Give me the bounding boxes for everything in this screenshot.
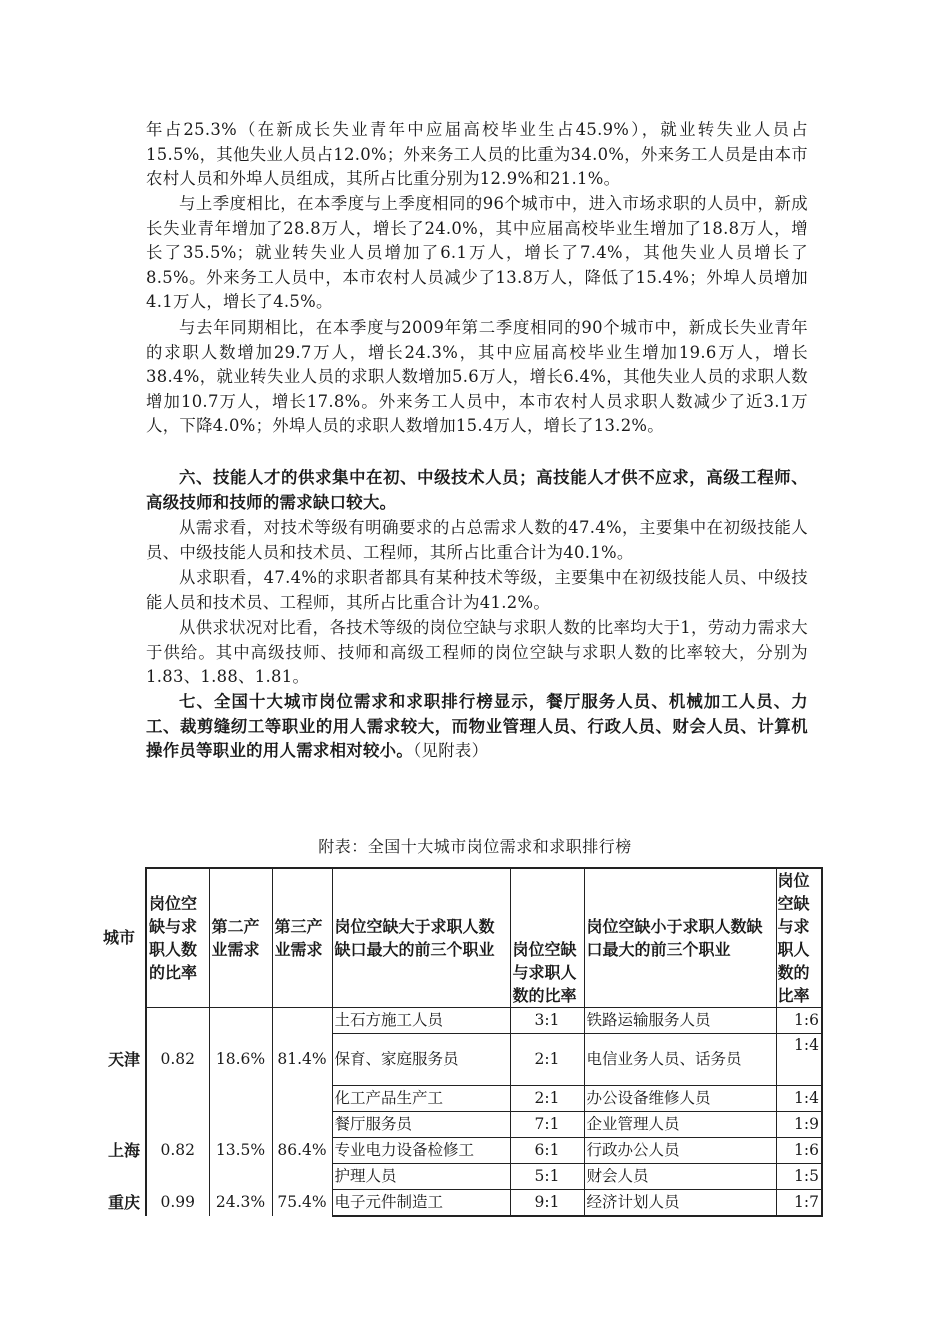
low-ratio-cell: 1:4 bbox=[776, 1034, 822, 1086]
low-job-cell: 企业管理人员 bbox=[584, 1112, 776, 1138]
low-ratio-cell: 1:4 bbox=[776, 1086, 822, 1112]
low-ratio-cell: 1:9 bbox=[776, 1112, 822, 1138]
low-ratio-cell: 1:6 bbox=[776, 1008, 822, 1034]
header-secondary: 第二产业需求 bbox=[209, 868, 272, 1008]
table-caption: 附表：全国十大城市岗位需求和求职排行榜 bbox=[318, 837, 632, 856]
low-ratio-cell: 1:7 bbox=[776, 1190, 822, 1216]
high-ratio-cell: 2:1 bbox=[510, 1086, 584, 1112]
paragraph-1: 年占25.3%（在新成长失业青年中应届高校毕业生占45.9%），就业转失业人员占15.5%，其他失业人员占12.0%；外来务工人员的比重为34.0%，外来务工人员是由本市农村人员和外埠人员组成，其所占比重分别为12.9%和21.1%。 bbox=[146, 120, 808, 189]
high-job-cell: 护理人员 bbox=[332, 1164, 510, 1190]
high-ratio-cell: 2:1 bbox=[510, 1034, 584, 1086]
low-ratio-cell: 1:5 bbox=[776, 1164, 822, 1190]
paragraph-4: 从需求看，对技术等级有明确要求的占总需求人数的47.4%，主要集中在初级技能人员、中级技能人员和技术员、工程师，其所占比重合计为40.1%。 bbox=[146, 518, 808, 562]
high-job-cell: 专业电力设备检修工 bbox=[332, 1138, 510, 1164]
paragraph-2: 与上季度相比，在本季度与上季度相同的96个城市中，进入市场求职的人员中，新成长失业青年增加了28.8万人，增长了24.0%，其中应届高校毕业生增加了18.8万人，增长了35.5%；就业转失业人员增加了6.1万人，增长了7.4%，其他失业人员增长了8.5%。外来务工人员中，本市农村人员减少了13.8万人，降低了15.4%；外埠人员增加4.1万人，增长了4.5%。 bbox=[146, 194, 808, 312]
section-heading-7 bbox=[146, 690, 808, 764]
tertiary-cell: 75.4% bbox=[272, 1190, 332, 1216]
low-job-cell: 行政办公人员 bbox=[584, 1138, 776, 1164]
high-ratio-cell: 6:1 bbox=[510, 1138, 584, 1164]
secondary-cell: 18.6% bbox=[209, 1008, 272, 1112]
section-heading-6: 六、技能人才的供求集中在初、中级技术人员；高技能人才供不应求，高级工程师、高级技师和技师的需求缺口较大。 bbox=[146, 468, 808, 512]
ratio-cell: 0.82 bbox=[146, 1008, 209, 1112]
header-low-ratio: 岗位空缺与求职人数的比率 bbox=[776, 868, 822, 1008]
high-ratio-cell: 9:1 bbox=[510, 1190, 584, 1216]
high-ratio-cell: 7:1 bbox=[510, 1112, 584, 1138]
secondary-cell: 13.5% bbox=[209, 1112, 272, 1190]
paragraph-3: 与去年同期相比，在本季度与2009年第二季度相同的90个城市中，新成长失业青年的求职人数增加29.7万人，增长24.3%，其中应届高校毕业生增加19.6万人，增长38.4%，就业转失业人员的求职人数增加5.6万人，增长6.4%，其他失业人员的求职人数增加10.7万人，增长17.8%。外来务工人员中，本市农村人员求职人数减少了近3.1万人，下降4.0%；外埠人员的求职人数增加15.4万人，增长了13.2%。 bbox=[146, 318, 808, 436]
tertiary-cell: 81.4% bbox=[272, 1008, 332, 1112]
high-job-cell: 保育、家庭服务员 bbox=[332, 1034, 510, 1086]
ratio-cell: 0.82 bbox=[146, 1112, 209, 1190]
paragraph-5: 从求职看，47.4%的求职者都具有某种技术等级，主要集中在初级技能人员、中级技能人员和技术员、工程师，其所占比重合计为41.2%。 bbox=[146, 568, 808, 612]
header-city: 城市 bbox=[103, 928, 136, 948]
low-job-cell: 经济计划人员 bbox=[584, 1190, 776, 1216]
high-job-cell: 餐厅服务员 bbox=[332, 1112, 510, 1138]
see-appendix-note: （见附表） bbox=[413, 741, 489, 761]
paragraph-6: 从供求状况对比看，各技术等级的岗位空缺与求职人数的比率均大于1，劳动力需求大于供给。其中高级技师、技师和高级工程师的岗位空缺与求职人数的比率较大，分别为1.83、1.88、1.81。 bbox=[146, 618, 808, 687]
low-ratio-cell: 1:6 bbox=[776, 1138, 822, 1164]
header-low-shortage: 岗位空缺小于求职人数缺口最大的前三个职业 bbox=[584, 868, 776, 1008]
city-cell: 天津 bbox=[107, 1050, 140, 1069]
city-cell: 重庆 bbox=[107, 1193, 140, 1212]
header-top-shortage: 岗位空缺大于求职人数缺口最大的前三个职业 bbox=[332, 868, 510, 1008]
high-job-cell: 化工产品生产工 bbox=[332, 1086, 510, 1112]
city-ranking-table bbox=[103, 867, 823, 1217]
low-job-cell: 电信业务人员、话务员 bbox=[584, 1034, 776, 1086]
high-job-cell: 电子元件制造工 bbox=[332, 1190, 510, 1216]
section-heading-7-text: 七、全国十大城市岗位需求和求职排行榜显示，餐厅服务人员、机械加工人员、力工、裁剪缝纫工等职业的用人需求较大，而物业管理人员、行政人员、财会人员、计算机操作员等职业的用人需求相对较小。 bbox=[146, 692, 808, 761]
secondary-cell: 24.3% bbox=[209, 1190, 272, 1216]
low-job-cell: 铁路运输服务人员 bbox=[584, 1008, 776, 1034]
header-top-ratio: 岗位空缺与求职人数的比率 bbox=[510, 868, 584, 1008]
header-ratio: 岗位空缺与求职人数的比率 bbox=[146, 868, 209, 1008]
city-cell: 上海 bbox=[107, 1141, 140, 1160]
header-tertiary: 第三产业需求 bbox=[272, 868, 332, 1008]
low-job-cell: 办公设备维修人员 bbox=[584, 1086, 776, 1112]
high-job-cell: 土石方施工人员 bbox=[332, 1008, 510, 1034]
low-job-cell: 财会人员 bbox=[584, 1164, 776, 1190]
tertiary-cell: 86.4% bbox=[272, 1112, 332, 1190]
high-ratio-cell: 5:1 bbox=[510, 1164, 584, 1190]
high-ratio-cell: 3:1 bbox=[510, 1008, 584, 1034]
ratio-cell: 0.99 bbox=[146, 1190, 209, 1216]
